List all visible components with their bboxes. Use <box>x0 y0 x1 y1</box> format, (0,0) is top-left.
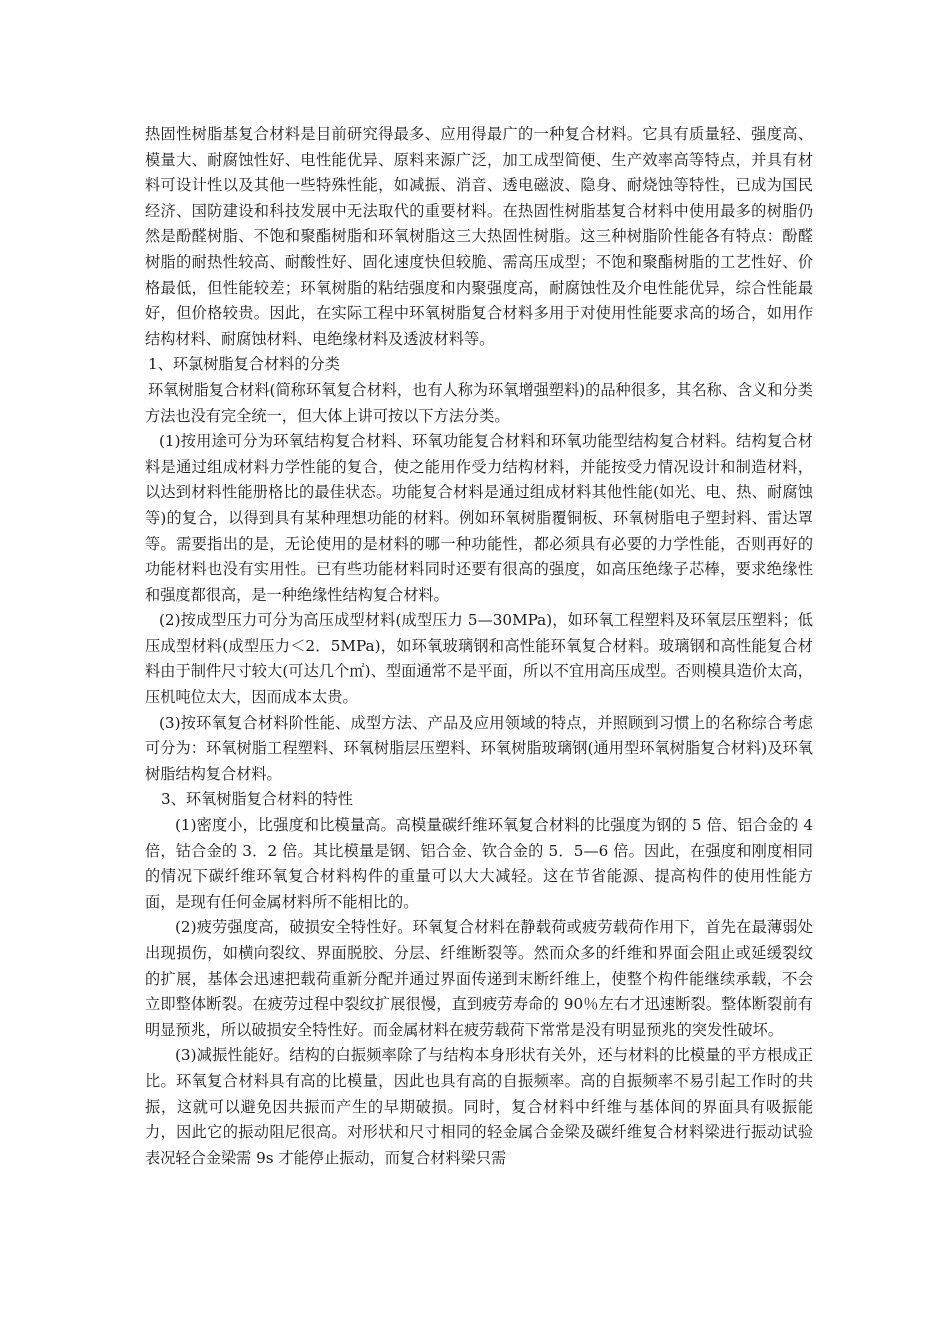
intro-paragraph: 热固性树脂基复合材料是目前研究得最多、应用得最广的一种复合材料。它具有质量轻、强度高、模量大、耐腐蚀性好、电性能优异、原料来源广泛，加工成型简便、生产效率高等特点，并具有材料可设计性以及其他一些特殊性能，如减振、消音、透电磁波、隐身、耐烧蚀等特性，已成为国民经济、国防建设和科技发展中无法取代的重要材料。在热固性树脂基复合材料中使用最多的树脂仍然是酚醛树脂、不饱和聚酯树脂和环氧树脂这三大热固性树脂。这三种树脂阶性能各有特点：酚醛树脂的耐热性较高、耐酸性好、固化速度快但较脆、需高压成型；不饱和聚酯树脂的工艺性好、价格最低，但性能较差；环氧树脂的粘结强度和内聚强度高，耐腐蚀性及介电性能优异，综合性能最好，但价格较贵。因此，在实际工程中环氧树脂复合材料多用于对使用性能要求高的场合，如用作结构材料、耐腐蚀材料、电绝缘材料及透波材料等。 <box>145 125 813 348</box>
property-item-2: (2)疲劳强度高，破损安全特性好。环氧复合材料在静载荷或疲劳载荷作用下，首先在最薄弱处出现损伤，如横向裂纹、界面脱胶、分层、纤维断裂等。然而众多的纤维和界面会阻止或延缓裂纹的扩展，基体会迅速把载荷重新分配并通过界面传递到末断纤维上，使整个构件能继续承载，不会立即整体断裂。在疲劳过程中裂纹扩展很慢，直到疲劳寿命的 90％左右才迅速断裂。整体断裂前有明显预兆，所以破损安全特性好。而金属材料在疲劳载荷下常常是没有明显预兆的突发性破坏。 <box>145 918 813 1039</box>
section-heading-properties: 3、环氧树脂复合材料的特性 <box>161 790 353 809</box>
classification-intro-paragraph: 环氧树脂复合材料(简称环氧复合材料，也有人称为环氧增强塑料)的品种很多，其名称、含义和分类方法也没有完全统一，但大体上讲可按以下方法分类。 <box>145 380 813 425</box>
section-heading-classification: 1、环氯树脂复合材料的分类 <box>148 355 340 374</box>
classification-item-2: (2)按成型压力可分为高压成型材料(成型压力 5—30MPa)，如环氧工程塑料及环氧层压塑料；低压成型材料(成型压力＜2．5MPa)，如环氧玻璃钢和高性能环氧复合材料。玻璃钢和高性能复合材料由于制件尺寸较大(可达几个㎡)、型面通常不是平面，所以不宜用高压成型。否则模具造价太高，压机吨位太大，因而成本太贵。 <box>145 611 813 707</box>
classification-item-1: (1)按用途可分为环氧结构复合材料、环氧功能复合材料和环氧功能型结构复合材料。结构复合材料是通过组成材料力学性能的复合，使之能用作受力结构材料，并能按受力情况设计和制造材料，以达到材料性能册格比的最佳状态。功能复合材料是通过组成材料其他性能(如光、电、热、耐腐蚀等)的复合，以得到具有某种理想功能的材料。例如环氧树脂覆铜板、环氧树脂电子塑封料、雷达罩等。需要指出的是，无论使用的是材料的哪一种功能性，都必须具有必要的力学性能，否则再好的功能材料也没有实用性。已有些功能材料同时还要有很高的强度，如高压绝缘子芯棒，要求绝缘性和强度都很高，是一种绝缘性结构复合材料。 <box>145 432 813 604</box>
classification-item-3: (3)按环氧复合材料阶性能、成型方法、产品及应用领域的特点，并照顾到习惯上的名称综合考虑可分为：环氧树脂工程塑料、环氧树脂层压塑料、环氧树脂玻璃钢(通用型环氧树脂复合材料)及环氧树脂结构复合材料。 <box>145 713 813 783</box>
document-body <box>145 122 813 1171</box>
property-item-1: (1)密度小，比强度和比模量高。高模量碳纤维环氧复合材料的比强度为钢的 5 倍、铝合金的 4 倍，钴合金的 3．2 倍。其比模量是钢、铝合金、钦合金的 5．5—6 倍。因此，在强度和刚度相同的情况下碳纤维环氧复合材料构件的重量可以大大减轻。这在节省能源、提高构件的使用性能方面，是现有任何金属材料所不能相比的。 <box>145 816 813 911</box>
property-item-3: (3)减振性能好。结构的白振频率除了与结构本身形状有关外，还与材料的比模量的平方根成正比。环氧复合材料具有高的比模量，因此也具有高的自振频率。高的自振频率不易引起工作时的共振，这就可以避免因共振而产生的早期破损。同时，复合材料中纤维与基体间的界面具有吸振能力，因此它的振动阻尼很高。对形状和尺寸相同的轻金属合金梁及碳纤维复合材料梁进行振动试验表况轻合金梁需 9s 才能停止振动，而复合材料梁只需 <box>145 1046 813 1167</box>
